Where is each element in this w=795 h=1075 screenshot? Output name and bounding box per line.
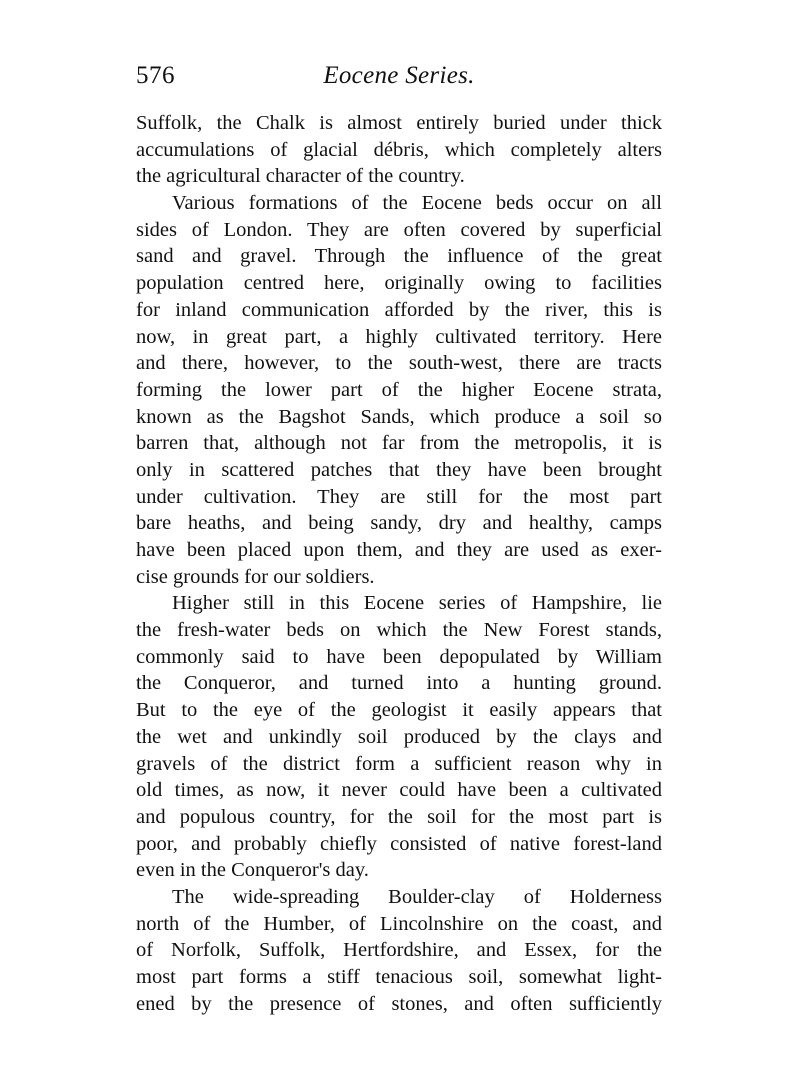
text-line: bare heaths, and being sandy, dry and healthy, camps	[136, 512, 662, 535]
text-line: even in the Conqueror's day.	[136, 859, 369, 882]
paragraph	[136, 884, 662, 1017]
text-line: gravels of the district form a sufficient reason why in	[136, 752, 662, 775]
text-line: poor, and probably chiefly consisted of native forest-land	[136, 832, 662, 855]
text-line: old times, as now, it never could have been a cultivated	[136, 779, 662, 802]
paragraph	[136, 190, 662, 590]
page-number: 576	[136, 62, 175, 89]
text-line: sand and gravel. Through the influence of the great	[136, 245, 662, 268]
text-line: The wide-spreading Boulder-clay of Holderness	[172, 885, 662, 908]
text-line: the Conqueror, and turned into a hunting ground.	[136, 672, 662, 695]
text-line: under cultivation. They are still for the most part	[136, 485, 662, 508]
text-line: and there, however, to the south-west, there are tracts	[136, 352, 662, 375]
text-line: Higher still in this Eocene series of Hampshire, lie	[172, 592, 662, 615]
text-line: cise grounds for our soldiers.	[136, 565, 375, 588]
text-line: only in scattered patches that they have been brought	[136, 458, 662, 481]
text-line: the fresh-water beds on which the New Forest stands,	[136, 619, 662, 642]
text-line: ened by the presence of stones, and often sufficiently	[136, 992, 662, 1015]
text-line: the agricultural character of the country.	[136, 165, 465, 188]
text-line: the wet and unkindly soil produced by the clays and	[136, 725, 662, 748]
running-head: Eocene Series.	[323, 62, 475, 89]
text-line: most part forms a stiff tenacious soil, somewhat light-	[136, 966, 662, 988]
text-line: now, in great part, a highly cultivated territory. Here	[136, 325, 662, 348]
text-line: accumulations of glacial débris, which completely alters	[136, 138, 662, 161]
text-line: forming the lower part of the higher Eocene strata,	[136, 378, 662, 401]
text-line: commonly said to have been depopulated by William	[136, 645, 662, 668]
text-line: north of the Humber, of Lincolnshire on the coast, and	[136, 912, 662, 935]
text-line: have been placed upon them, and they are used as exer-	[136, 539, 662, 561]
text-line: known as the Bagshot Sands, which produce a soil so	[136, 405, 662, 428]
paragraph	[136, 590, 662, 884]
text-line: of Norfolk, Suffolk, Hertfordshire, and Essex, for the	[136, 939, 662, 962]
text-line: barren that, although not far from the metropolis, it is	[136, 432, 662, 455]
text-line: sides of London. They are often covered by superficial	[136, 218, 662, 241]
text-line: and populous country, for the soil for the most part is	[136, 805, 662, 828]
text-line: for inland communication afforded by the river, this is	[136, 298, 662, 321]
text-line: Various formations of the Eocene beds occur on all	[172, 192, 662, 215]
text-line: Suffolk, the Chalk is almost entirely buried under thick	[136, 112, 662, 134]
text-line: population centred here, originally owing to facilities	[136, 272, 662, 295]
page-header	[136, 62, 662, 98]
body-text	[136, 110, 662, 1017]
text-line: But to the eye of the geologist it easily appears that	[136, 699, 662, 722]
paragraph	[136, 110, 662, 190]
